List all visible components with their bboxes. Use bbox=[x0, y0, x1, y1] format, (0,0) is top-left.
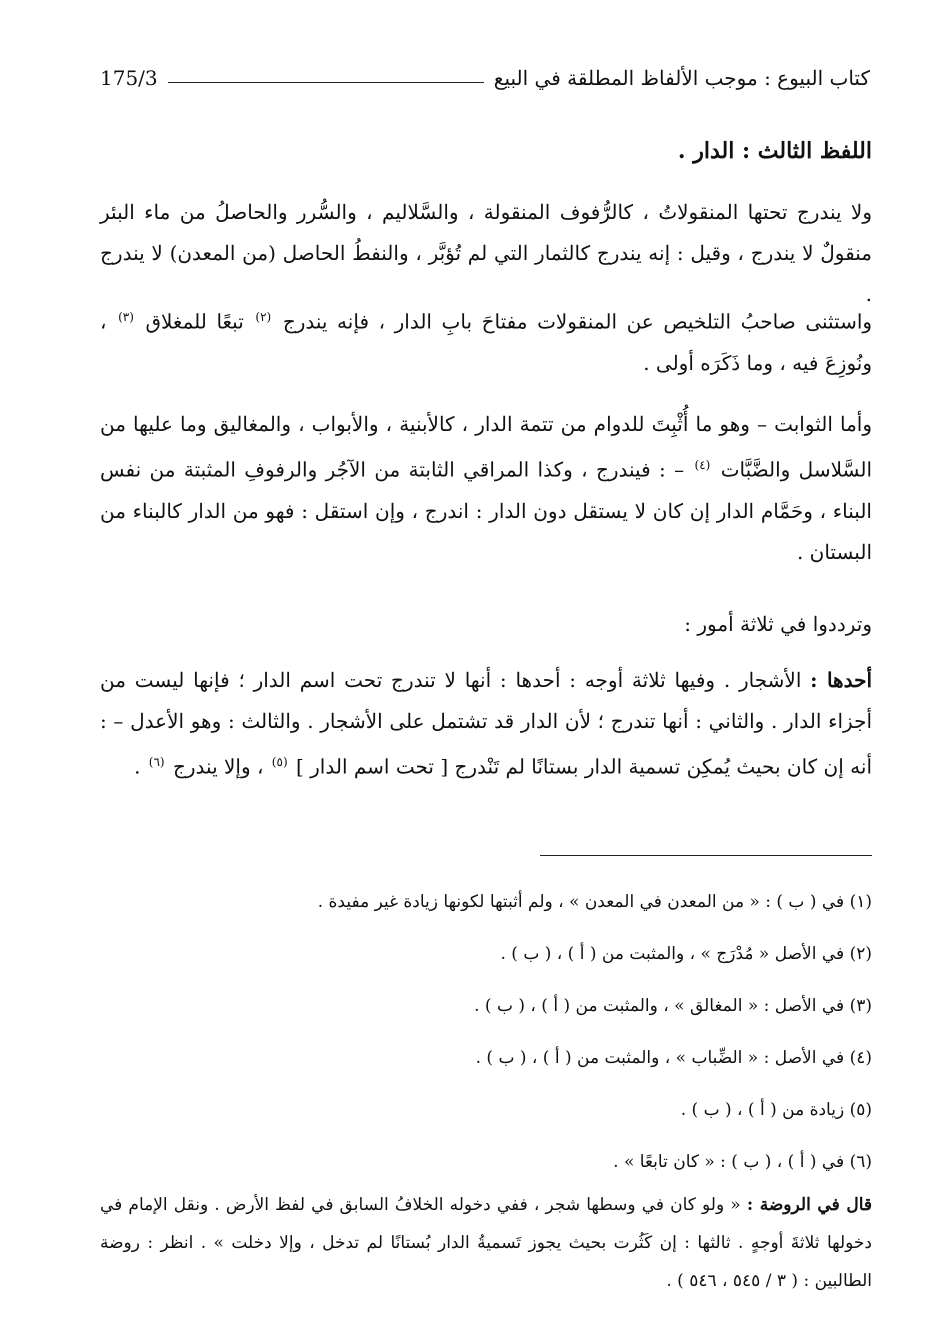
footnote-2: (٢) في الأصل « مُدْرَج » ، والمثبت من ( أ ) ، ( ب ) . bbox=[500, 944, 872, 964]
paragraph-text: تبعًا للمغلاق bbox=[145, 309, 244, 334]
paragraph-text: الأشجار . وفيها ثلاثة أوجه : أحدها : أنها لا تندرج تحت اسم الدار ؛ فإنها ليست من أجزاء الدار . والثاني : أنها تندرج ؛ لأن الدار قد تشتمل على الأشجار . والثالث : وهو الأعدل – : أنه إن كان بحيث يُمكِن تسمية الدار بستانًا لم تَنْدرج [ تحت اسم الدار ] bbox=[100, 668, 872, 779]
paragraph-fixtures bbox=[100, 404, 872, 573]
paragraph-key-exception bbox=[100, 297, 872, 384]
paragraph-text: . bbox=[134, 754, 141, 779]
footnote-ref-4: (٤) bbox=[694, 458, 711, 472]
footnotes-list bbox=[100, 882, 872, 1194]
paragraph-lead: أحدها : bbox=[810, 668, 873, 692]
header-title: كتاب البيوع : موجب الألفاظ المطلقة في البيع bbox=[493, 66, 870, 90]
footnote-ref-6: (٦) bbox=[148, 755, 165, 769]
commentary-text: « ولو كان في وسطها شجر ، ففي دخوله الخلافُ السابق في لفظ الأرض . ونقل الإمام في دخولها ثلاثةَ أوجهٍ . ثالثها : إن كَثُرت بحيث يجوز تَسميةُ الدار بُستانًا لم تدخل ، وإلا دخلت » . انظر : روضة الطالبين : ( ٣ / ٥٤٥ ، ٥٤٦ ) . bbox=[100, 1195, 872, 1291]
paragraph-text: ، ونُوزِعَ فيه ، وما ذَكَرَه أولى . bbox=[100, 309, 872, 375]
paragraph-text: ، وإلا يندرج bbox=[172, 754, 264, 779]
page-number: 175/3 bbox=[100, 66, 158, 90]
footnote-5: (٥) زيادة من ( أ ) ، ( ب ) . bbox=[680, 1100, 872, 1120]
header-rule bbox=[168, 82, 484, 83]
paragraph-text: واستثنى صاحبُ التلخيص عن المنقولات مفتاحَ بابِ الدار ، فإنه يندرج bbox=[282, 309, 873, 334]
section-heading: اللفظ الثالث : الدار . bbox=[677, 138, 872, 164]
commentary-lead: قال في الروضة : bbox=[746, 1195, 873, 1215]
paragraph-movables: ولا يندرج تحتها المنقولاتُ ، كالرُّفوف المنقولة ، والسَّلاليم ، والسُّرر والحاصلُ من ماء البئر منقولٌ لا يندرج ، وقيل : إنه يندرج كالثمار التي لم تُؤبَّر ، والنفطُ الحاصل (من المعدن) لا يندرج . bbox=[100, 200, 872, 306]
paragraph-trees bbox=[100, 660, 872, 788]
footnote-6: (٦) في ( أ ) ، ( ب ) : « كان تابعًا » . bbox=[613, 1152, 872, 1172]
paragraph-text: وأما الثوابت – وهو ما أُثْبِتَ للدوام من تتمة الدار ، كالأبنية ، والأبواب ، والمغاليق وما عليها من السَّلاسل والضَّبَّات bbox=[100, 412, 873, 482]
footnote-4: (٤) في الأصل : « الضِّباب » ، والمثبت من ( أ ) ، ( ب ) . bbox=[475, 1048, 872, 1068]
footnote-ref-5: (٥) bbox=[271, 755, 288, 769]
paragraph-three-matters: وترددوا في ثلاثة أمور : bbox=[684, 612, 872, 636]
footnote-1: (١) في ( ب ) : « من المعدن في المعدن » ، ولم أثبتها لكونها زيادة غير مفيدة . bbox=[317, 892, 872, 912]
paragraph-text: – : فيندرج ، وكذا المراقي الثابتة من الآجُر والرفوفِ المثبتة من نفس البناء ، وحَمَّام الدار إن كان لا يستقل دون الدار : اندرج ، وإن استقل : فهو من الدار كالبناء من البستان . bbox=[100, 457, 872, 564]
footnote-3: (٣) في الأصل : « المغالق » ، والمثبت من ( أ ) ، ( ب ) . bbox=[474, 996, 872, 1016]
footnote-separator bbox=[540, 855, 872, 856]
footnote-ref-2: (٢) bbox=[255, 310, 272, 324]
running-header bbox=[100, 60, 870, 96]
commentary-note bbox=[100, 1186, 872, 1300]
footnote-ref-3: (٣) bbox=[118, 310, 134, 324]
